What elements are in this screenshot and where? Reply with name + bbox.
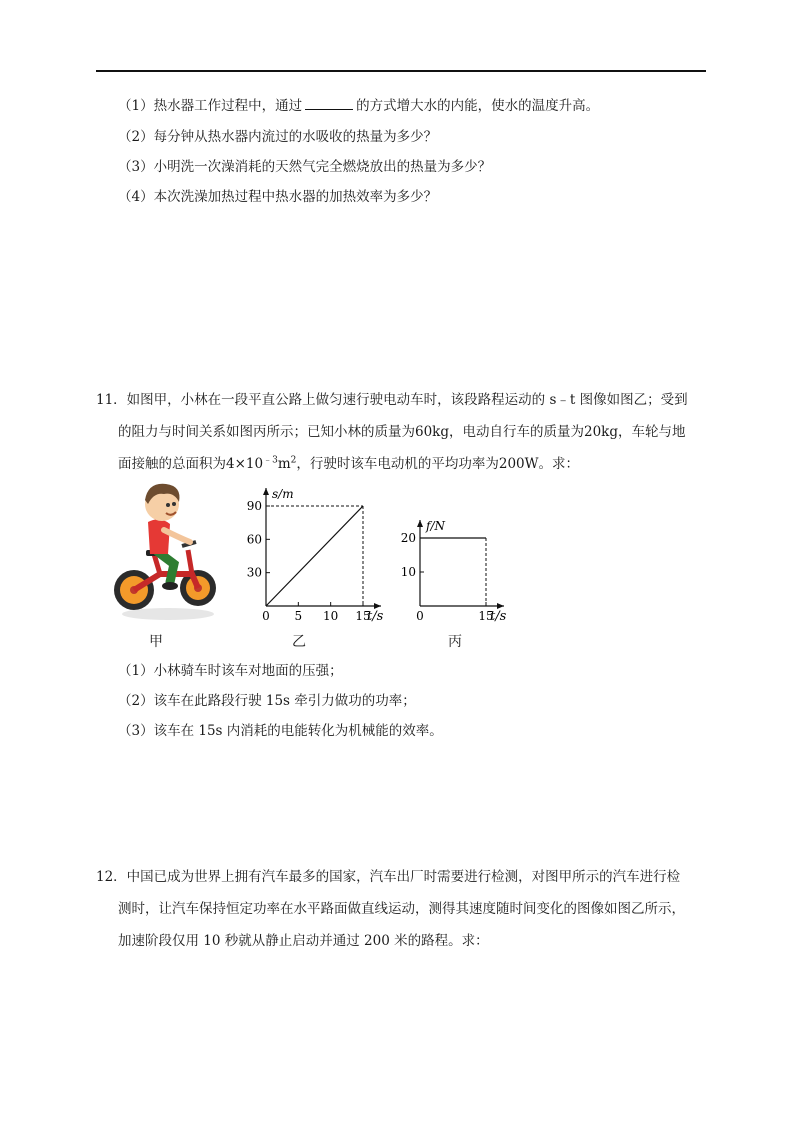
q10-sub1-text: （1）热水器工作过程中，通过	[118, 98, 303, 114]
boy-on-bike-illustration	[108, 478, 218, 624]
q11-line1: 11．如图甲，小林在一段平直公路上做匀速行驶电动车时，该段路程运动的 s﹣t 图像如图乙；受到	[96, 392, 688, 408]
x-tick-label: 0	[262, 609, 270, 623]
q10-sub3: （3）小明洗一次澡消耗的天然气完全燃烧放出的热量为多少？	[118, 159, 492, 175]
f-t-graph	[392, 510, 522, 626]
q11-line3	[118, 455, 579, 473]
header-rule	[96, 70, 706, 72]
y-tick-label: 30	[246, 565, 262, 580]
unit-exponent: 2	[290, 455, 297, 466]
q10-sub1-tail: 的方式增大水的内能，使水的温度升高。	[356, 98, 600, 114]
y-axis-arrow	[417, 520, 423, 527]
x-axis-label: t/s	[490, 609, 507, 624]
q11-sub3: （3）该车在 15s 内消耗的电能转化为机械能的效率。	[118, 723, 443, 739]
x-axis-label: t/s	[367, 609, 384, 624]
x-tick-label: 15	[478, 609, 494, 623]
x-tick-label: 0	[416, 609, 424, 623]
data-line	[266, 506, 363, 606]
q10-sub1	[118, 97, 599, 115]
q12-line2: 测时，让汽车保持恒定功率在水平路面做直线运动，测得其速度随时间变化的图像如图乙所示，	[118, 901, 685, 917]
x-tick-label: 15	[355, 609, 371, 623]
figure-caption-yi: 乙	[292, 634, 306, 650]
q11-sub1: （1）小林骑车时该车对地面的压强；	[118, 663, 343, 679]
q11-sub2: （2）该车在此路段行驶 15s 牵引力做功的功率；	[118, 693, 416, 709]
y-axis-label: s/m	[272, 487, 294, 501]
x-tick-label: 5	[294, 609, 303, 623]
y-tick-label: 20	[400, 531, 416, 545]
y-tick-label: 60	[246, 532, 262, 547]
q12-line1: 12．中国已成为世界上拥有汽车最多的国家，汽车出厂时需要进行检测，对图甲所示的汽车进行检	[96, 869, 681, 885]
q11-line3-tail: ，行驶时该车电动机的平均功率为200W。求：	[296, 456, 580, 472]
y-axis-label: f/N	[426, 519, 445, 533]
q11-line3-text: 面接触的总面积为4×10	[118, 456, 264, 472]
q11-line2: 的阻力与时间关系如图丙所示；已知小林的质量为60kg，电动自行车的质量为20kg，车轮与地	[118, 424, 686, 440]
y-axis-arrow	[263, 488, 269, 495]
figure-caption-jia: 甲	[149, 634, 163, 650]
answer-blank[interactable]	[305, 97, 353, 110]
x-tick-label: 10	[323, 609, 339, 623]
q10-sub4: （4）本次洗澡加热过程中热水器的加热效率为多少？	[118, 189, 438, 205]
exponent: ﹣3	[263, 455, 278, 466]
unit: m	[277, 456, 291, 472]
q12-line3: 加速阶段仅用 10 秒就从静止启动并通过 200 米的路程。求：	[118, 933, 489, 949]
q10-sub2: （2）每分钟从热水器内流过的水吸收的热量为多少？	[118, 129, 438, 145]
figure-caption-bing: 丙	[448, 634, 462, 650]
s-t-graph	[232, 478, 402, 626]
y-tick-label: 90	[246, 499, 262, 513]
y-tick-label: 10	[400, 565, 416, 579]
